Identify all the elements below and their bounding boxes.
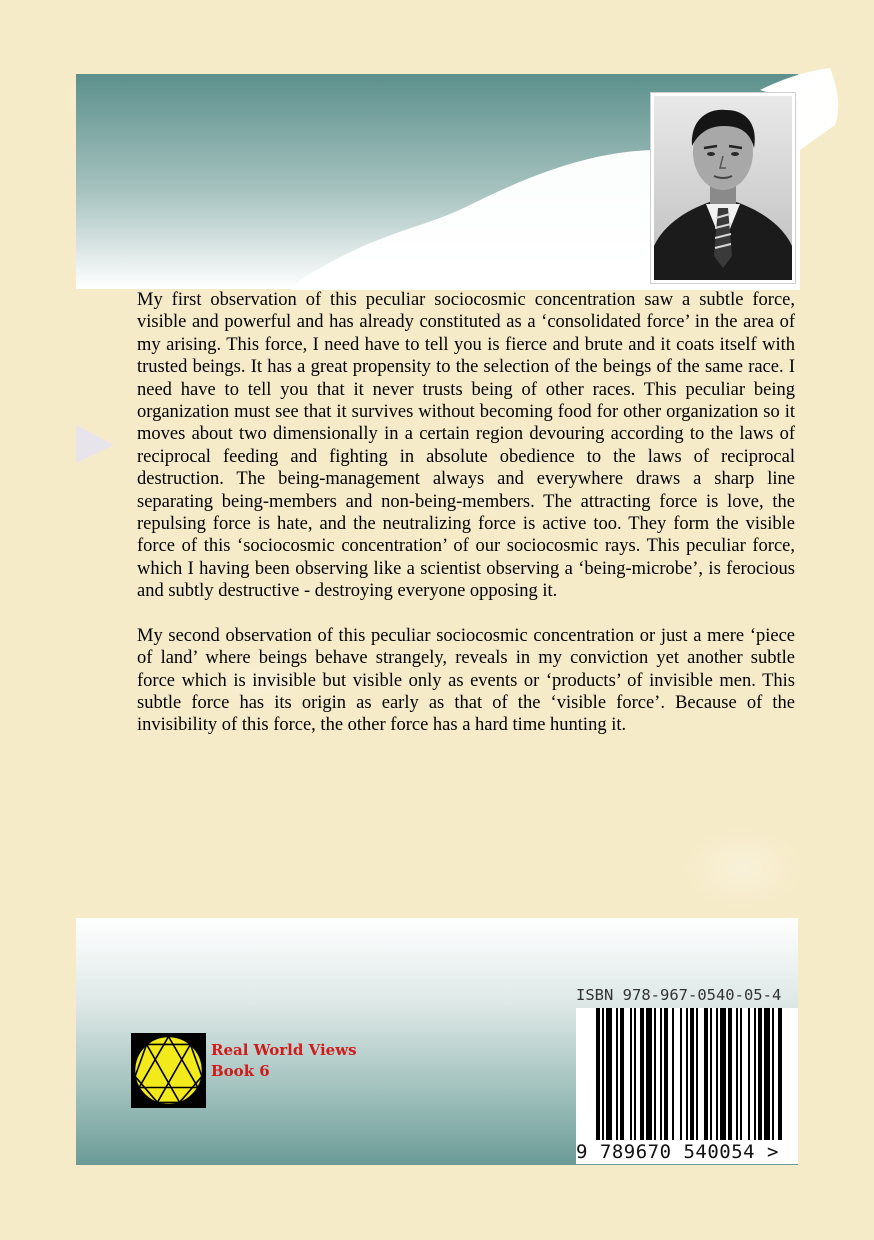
barcode-bar	[754, 1008, 756, 1140]
enneagram-icon	[131, 1033, 206, 1108]
barcode-bar	[654, 1008, 656, 1140]
barcode-bar	[710, 1008, 712, 1140]
barcode-bar	[640, 1008, 644, 1140]
barcode-bar	[704, 1008, 708, 1140]
barcode-bars	[576, 1008, 798, 1140]
decorative-arrow-icon	[76, 425, 116, 465]
barcode-bar	[716, 1008, 718, 1140]
series-label	[211, 1040, 357, 1082]
barcode-bar	[764, 1008, 770, 1140]
barcode-bar	[634, 1008, 636, 1140]
barcode-bar	[596, 1008, 600, 1140]
barcode-bar	[680, 1008, 682, 1140]
barcode-bar	[602, 1008, 604, 1140]
series-title: Real World Views	[211, 1041, 357, 1059]
barcode-bar	[664, 1008, 668, 1140]
barcode-bar	[606, 1008, 612, 1140]
cover-blurb	[137, 289, 795, 759]
barcode-bar	[728, 1008, 732, 1140]
barcode-bar	[646, 1008, 652, 1140]
barcode-bar	[772, 1008, 774, 1140]
author-portrait	[650, 92, 796, 284]
barcode-bar	[696, 1008, 698, 1140]
paragraph-second-observation: My second observation of this peculiar sociocosmic concentration or just a mere ‘piece of land’ where beings behave strangely, reveals in my conviction yet another subtle force which is invisible but visible only as events or ‘products’ of invisible men. This subtle force has its origin as early as that of the ‘visible force’. Because of the invisibility of this force, the other force has a hard time hunting it.	[137, 625, 795, 736]
barcode-bar	[630, 1008, 632, 1140]
barcode-bar	[672, 1008, 674, 1140]
barcode-bar	[740, 1008, 742, 1140]
barcode-bar	[660, 1008, 662, 1140]
barcode-bar	[778, 1008, 782, 1140]
series-book-number: Book 6	[211, 1062, 270, 1080]
publisher-logo	[131, 1033, 206, 1108]
barcode-bar	[736, 1008, 738, 1140]
barcode-bar	[620, 1008, 624, 1140]
barcode-digits: 9 789670 540054 >	[576, 1141, 779, 1163]
barcode-bar	[748, 1008, 750, 1140]
isbn-label: ISBN 978-967-0540-05-4	[576, 986, 782, 1004]
author-portrait-photo	[654, 96, 792, 280]
barcode-bar	[720, 1008, 726, 1140]
paragraph-first-observation: My first observation of this peculiar sociocosmic concentration saw a subtle force, visible and powerful and has already constituted as a ‘consolidated force’ in the area of my arising. This force, I need have to tell you is fierce and brute and it coats itself with trusted beings. It has a great propensity to the selection of the beings of the same race. I need have to tell you that it never trusts being of other races. This peculiar being organization must see that it survives without becoming food for other organization so it moves about two dimensionally in a certain region devouring according to the laws of reciprocal feeding and fighting in absolute obedience to the laws of reciprocal destruction. The being-management always and everywhere draws a sharp line separating being-members and non-being-members. The attracting force is love, the repulsing force is hate, and the neutralizing force is active too. They form the visible force of this ‘sociocosmic concentration’ of our sociocosmic rays. This peculiar force, which I having been observing like a scientist observing a ‘being-microbe’, is ferocious and subtly destructive - destroying everyone opposing it.	[137, 290, 795, 602]
barcode-bar	[758, 1008, 762, 1140]
barcode-bar	[690, 1008, 694, 1140]
barcode-bar	[616, 1008, 618, 1140]
barcode-bar	[686, 1008, 688, 1140]
